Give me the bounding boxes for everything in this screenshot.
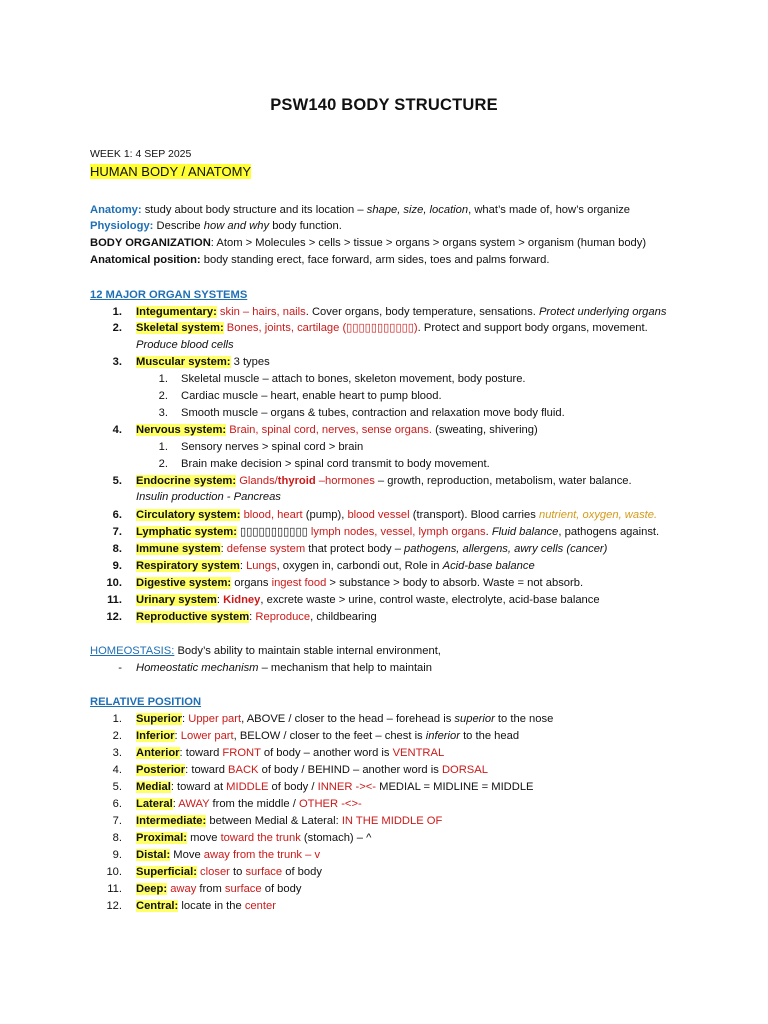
list-item-superficial bbox=[136, 865, 322, 880]
list-number: 6. bbox=[112, 798, 122, 810]
nervous-red: Brain, spinal cord, nerves, sense organs. bbox=[226, 424, 433, 436]
urinary-label: Urinary system bbox=[136, 594, 217, 606]
physiology-label: Physiology: bbox=[90, 220, 154, 232]
respiratory-italic: Acid-base balance bbox=[442, 560, 535, 572]
anatomy-italic: shape, size, location bbox=[366, 204, 469, 216]
inferior-label: Inferior bbox=[136, 730, 175, 742]
list-number: 11. bbox=[107, 883, 122, 895]
posterior-red: BACK bbox=[228, 764, 259, 776]
anatomy-text-end: , what’s made of, how’s organize bbox=[468, 204, 631, 216]
physiology-text: Describe bbox=[153, 220, 204, 232]
medial-red: MIDDLE bbox=[226, 781, 269, 793]
anterior-label: Anterior bbox=[136, 747, 180, 759]
anatomy-text: study about body structure and its location – bbox=[141, 204, 367, 216]
skeletal-label: Skeletal system: bbox=[136, 322, 224, 334]
intermediate-label: Intermediate: bbox=[136, 815, 207, 827]
list-item-urinary bbox=[136, 593, 600, 608]
lymphatic-glyphs: ▯▯▯▯▯▯▯▯▯▯▯ bbox=[236, 526, 311, 538]
endocrine-continuation: Insulin production - Pancreas bbox=[136, 491, 281, 503]
list-item-anterior bbox=[136, 746, 444, 761]
list-item-intermediate bbox=[136, 814, 442, 829]
lateral-red: AWAY bbox=[178, 798, 210, 810]
circulatory-orange: nutrient, oxygen, waste. bbox=[538, 509, 658, 521]
integumentary-text: . Cover organs, body temperature, sensations. bbox=[305, 306, 539, 318]
sub-number: 1. bbox=[158, 441, 168, 453]
immune-label: Immune system bbox=[136, 543, 221, 555]
skeletal-red: Bones, joints, cartilage (▯▯▯▯▯▯▯▯▯▯▯) bbox=[223, 322, 418, 334]
posterior-text-2: of body / BEHIND – another word is bbox=[258, 764, 442, 776]
skeletal-text: . Protect and support body organs, movement. bbox=[417, 322, 648, 334]
respiratory-red: Lungs bbox=[246, 560, 277, 572]
integumentary-red: skin – hairs, nails bbox=[216, 306, 306, 318]
list-number: 6. bbox=[112, 509, 122, 521]
endocrine-label: Endocrine system: bbox=[136, 475, 237, 487]
endocrine-red: Glands/ bbox=[236, 475, 278, 487]
section-heading bbox=[90, 163, 251, 181]
anterior-text: : toward bbox=[179, 747, 223, 759]
homeostasis-label: HOMEOSTASIS: bbox=[90, 645, 175, 657]
anterior-red-2: VENTRAL bbox=[392, 747, 445, 759]
reproductive-red: Reproduce bbox=[255, 611, 311, 623]
digestive-red: ingest food bbox=[271, 577, 327, 589]
respiratory-label: Respiratory system bbox=[136, 560, 240, 572]
sub-item: Brain make decision > spinal cord transmit to body movement. bbox=[181, 458, 490, 470]
sub-item: Sensory nerves > spinal cord > brain bbox=[181, 441, 364, 453]
anatomy-definition bbox=[90, 203, 630, 218]
deep-text: from bbox=[196, 883, 225, 895]
superficial-label: Superficial: bbox=[136, 866, 197, 878]
deep-red-2: surface bbox=[224, 883, 262, 895]
physiology-text-end: body function. bbox=[269, 220, 342, 232]
immune-colon: : bbox=[220, 543, 227, 555]
inferior-colon: : bbox=[174, 730, 181, 742]
muscular-text: 3 types bbox=[230, 356, 270, 368]
sub-number: 2. bbox=[158, 458, 168, 470]
list-item-immune bbox=[136, 542, 607, 557]
distal-label: Distal: bbox=[136, 849, 171, 861]
anatomy-label: Anatomy: bbox=[90, 204, 142, 216]
list-number: 9. bbox=[112, 849, 122, 861]
list-item-superior bbox=[136, 712, 553, 727]
physiology-definition bbox=[90, 219, 342, 234]
list-item-posterior bbox=[136, 763, 488, 778]
lymphatic-label: Lymphatic system: bbox=[136, 526, 237, 538]
list-number: 1. bbox=[112, 713, 122, 725]
list-number: 9. bbox=[112, 560, 122, 572]
superior-text-end: to the nose bbox=[494, 713, 554, 725]
list-number: 8. bbox=[112, 543, 122, 555]
digestive-text-end: > substance > body to absorb. Waste = not absorb. bbox=[326, 577, 584, 589]
proximal-text-end: (stomach) – ^ bbox=[300, 832, 372, 844]
homeostasis-sub bbox=[136, 661, 432, 676]
list-number: 10. bbox=[106, 577, 122, 589]
deep-text-end: of body bbox=[261, 883, 302, 895]
position-text: body standing erect, face forward, arm sides, toes and palms forward. bbox=[200, 254, 550, 266]
respiratory-colon: : bbox=[239, 560, 247, 572]
position-label: Anatomical position: bbox=[90, 254, 201, 266]
medial-text: : toward at bbox=[170, 781, 227, 793]
lymphatic-text: . bbox=[485, 526, 492, 538]
list-item-medial bbox=[136, 780, 534, 795]
posterior-label: Posterior bbox=[136, 764, 186, 776]
lymphatic-italic: Fluid balance bbox=[491, 526, 559, 538]
list-item-digestive bbox=[136, 576, 583, 591]
list-item-nervous bbox=[136, 423, 538, 438]
organization-label: BODY ORGANIZATION bbox=[90, 237, 211, 249]
organ-systems-heading: 12 MAJOR ORGAN SYSTEMS bbox=[90, 289, 248, 301]
central-red: center bbox=[244, 900, 276, 912]
immune-red: defense system bbox=[226, 543, 306, 555]
sub-number: 2. bbox=[158, 390, 168, 402]
sub-item: Skeletal muscle – attach to bones, skeleton movement, body posture. bbox=[181, 373, 526, 385]
proximal-text: move bbox=[186, 832, 221, 844]
list-number: 3. bbox=[112, 747, 122, 759]
superior-red: Upper part bbox=[188, 713, 242, 725]
endocrine-red-bold: thyroid bbox=[277, 475, 316, 487]
proximal-red: toward the trunk bbox=[220, 832, 301, 844]
intermediate-red: IN THE MIDDLE OF bbox=[341, 815, 443, 827]
inferior-text-end: to the head bbox=[459, 730, 520, 742]
list-item-inferior bbox=[136, 729, 519, 744]
lateral-red-2: OTHER -<>- bbox=[298, 798, 362, 810]
superior-label: Superior bbox=[136, 713, 183, 725]
lateral-label: Lateral bbox=[136, 798, 173, 810]
integumentary-label: Integumentary: bbox=[136, 306, 217, 318]
list-number: 5. bbox=[112, 781, 122, 793]
circulatory-red-2: blood vessel bbox=[347, 509, 410, 521]
list-number: 8. bbox=[112, 832, 122, 844]
list-item-distal bbox=[136, 848, 320, 863]
circulatory-red: blood, heart bbox=[240, 509, 303, 521]
superior-text: , ABOVE / closer to the head – forehead is bbox=[241, 713, 455, 725]
proximal-label: Proximal: bbox=[136, 832, 187, 844]
week-label: WEEK 1: 4 SEP 2025 bbox=[90, 148, 192, 160]
list-item-endocrine bbox=[136, 474, 632, 489]
lateral-text: from the middle / bbox=[209, 798, 299, 810]
respiratory-text: , oxygen in, carbondi out, Role in bbox=[276, 560, 443, 572]
homeostasis-sub-italic: Homeostatic mechanism bbox=[136, 662, 259, 674]
body-organization bbox=[90, 236, 646, 251]
list-item-deep bbox=[136, 882, 301, 897]
nervous-text: (sweating, shivering) bbox=[432, 424, 538, 436]
inferior-text: , BELOW / closer to the feet – chest is bbox=[233, 730, 426, 742]
homeostasis-text: Body’s ability to maintain stable internal environment, bbox=[174, 645, 441, 657]
list-item-muscular bbox=[136, 355, 270, 370]
list-item-integumentary bbox=[136, 305, 666, 320]
list-number: 5. bbox=[112, 475, 122, 487]
inferior-red: Lower part bbox=[180, 730, 234, 742]
distal-red: away from the trunk – v bbox=[203, 849, 321, 861]
urinary-colon: : bbox=[216, 594, 224, 606]
list-item-central bbox=[136, 899, 276, 914]
reproductive-colon: : bbox=[249, 611, 256, 623]
list-item-skeletal bbox=[136, 321, 648, 336]
medial-label: Medial bbox=[136, 781, 171, 793]
list-number: 7. bbox=[112, 526, 122, 538]
deep-red: away bbox=[170, 883, 197, 895]
skeletal-continuation: Produce blood cells bbox=[136, 339, 234, 351]
superficial-text-end: of body bbox=[282, 866, 322, 878]
endocrine-text: – growth, reproduction, metabolism, water balance. bbox=[374, 475, 632, 487]
superficial-red-2: surface bbox=[245, 866, 283, 878]
reproductive-text: , childbearing bbox=[310, 611, 377, 623]
medial-red-2: INNER -><- bbox=[317, 781, 377, 793]
list-number: 2. bbox=[112, 730, 122, 742]
immune-italic: pathogens, allergens, awry cells (cancer) bbox=[404, 543, 608, 555]
reproductive-label: Reproductive system bbox=[136, 611, 250, 623]
sub-number: 1. bbox=[158, 373, 168, 385]
urinary-red: Kidney bbox=[223, 594, 261, 606]
physiology-italic: how and why bbox=[203, 220, 270, 232]
homeostasis-line bbox=[90, 644, 441, 659]
nervous-label: Nervous system: bbox=[136, 424, 227, 436]
list-item-lateral bbox=[136, 797, 362, 812]
medial-text-3: MEDIAL = MIDLINE = MIDDLE bbox=[376, 781, 534, 793]
urinary-text: , excrete waste > urine, control waste, electrolyte, acid-base balance bbox=[260, 594, 600, 606]
sub-item: Cardiac muscle – heart, enable heart to pump blood. bbox=[181, 390, 442, 402]
circulatory-text: (pump), bbox=[302, 509, 348, 521]
circulatory-text-2: (transport). Blood carries bbox=[409, 509, 539, 521]
superficial-red: closer bbox=[200, 866, 230, 878]
organization-text: : Atom > Molecules > cells > tissue > organs > organs system > organism (human body) bbox=[210, 237, 647, 249]
integumentary-italic: Protect underlying organs bbox=[538, 306, 667, 318]
homeostasis-sub-text: – mechanism that help to maintain bbox=[258, 662, 432, 674]
list-number: 7. bbox=[112, 815, 122, 827]
circulatory-label: Circulatory system: bbox=[136, 509, 241, 521]
posterior-text: : toward bbox=[185, 764, 229, 776]
bullet-dash: - bbox=[118, 662, 122, 674]
endocrine-red-end: –hormones bbox=[315, 475, 375, 487]
list-number: 12. bbox=[106, 900, 122, 912]
list-number: 4. bbox=[112, 424, 122, 436]
anatomical-position bbox=[90, 253, 550, 268]
distal-text: Move bbox=[170, 849, 204, 861]
deep-label: Deep: bbox=[136, 883, 168, 895]
sub-item: Smooth muscle – organs & tubes, contraction and relaxation move body fluid. bbox=[181, 407, 565, 419]
list-item-lymphatic bbox=[136, 525, 659, 540]
lymphatic-text-end: , pathogens against. bbox=[558, 526, 660, 538]
lateral-colon: : bbox=[172, 798, 179, 810]
list-number: 2. bbox=[112, 322, 122, 334]
inferior-italic: inferior bbox=[425, 730, 460, 742]
superficial-text: to bbox=[229, 866, 246, 878]
intermediate-text: between Medial & Lateral: bbox=[206, 815, 342, 827]
central-text: locate in the bbox=[178, 900, 245, 912]
lymphatic-red: lymph nodes, vessel, lymph organs bbox=[310, 526, 486, 538]
list-number: 11. bbox=[107, 594, 122, 606]
medial-text-2: of body / bbox=[268, 781, 318, 793]
sub-number: 3. bbox=[158, 407, 168, 419]
page-title: PSW140 BODY STRUCTURE bbox=[270, 96, 498, 114]
superior-colon: : bbox=[182, 713, 189, 725]
list-number: 1. bbox=[112, 306, 122, 318]
posterior-red-2: DORSAL bbox=[441, 764, 488, 776]
anterior-text-2: of body – another word is bbox=[260, 747, 393, 759]
section-heading-text: HUMAN BODY / ANATOMY bbox=[90, 164, 252, 179]
central-label: Central: bbox=[136, 900, 179, 912]
list-item-circulatory bbox=[136, 508, 657, 523]
digestive-label: Digestive system: bbox=[136, 577, 232, 589]
immune-text: that protect body – bbox=[305, 543, 405, 555]
list-number: 12. bbox=[106, 611, 122, 623]
list-item-reproductive bbox=[136, 610, 377, 625]
relative-position-heading: RELATIVE POSITION bbox=[90, 696, 202, 708]
anterior-red: FRONT bbox=[222, 747, 261, 759]
superior-italic: superior bbox=[454, 713, 495, 725]
muscular-label: Muscular system: bbox=[136, 356, 231, 368]
list-number: 10. bbox=[106, 866, 122, 878]
digestive-text: organs bbox=[231, 577, 272, 589]
list-number: 3. bbox=[112, 356, 122, 368]
list-item-respiratory bbox=[136, 559, 535, 574]
list-number: 4. bbox=[112, 764, 122, 776]
list-item-proximal bbox=[136, 831, 371, 846]
